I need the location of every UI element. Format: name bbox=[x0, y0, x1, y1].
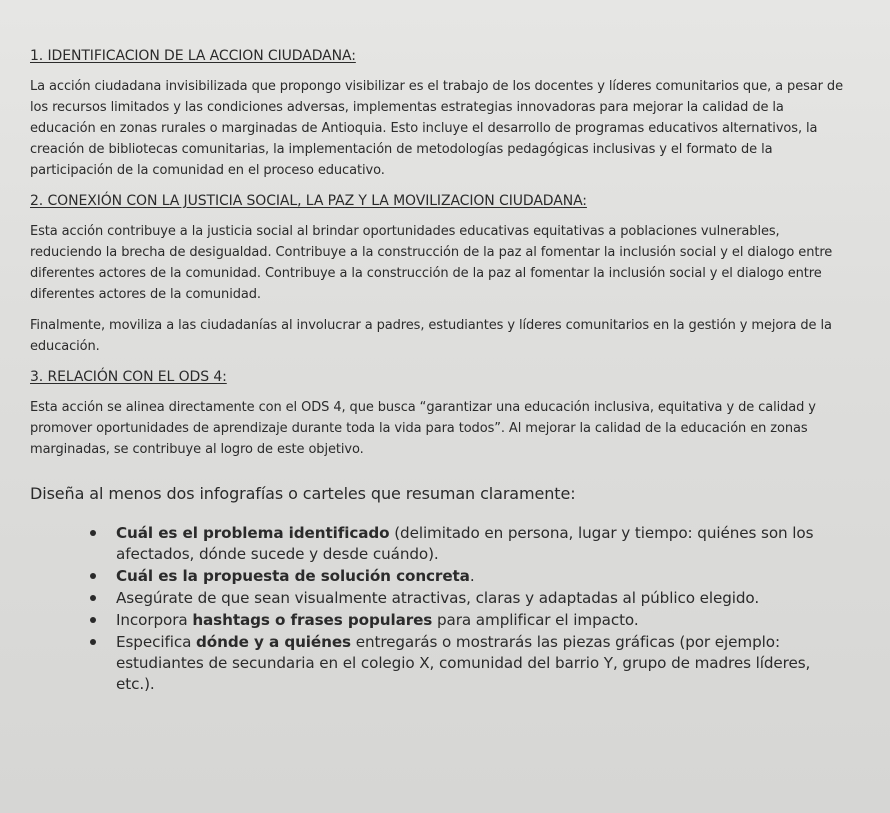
section-conexion bbox=[30, 193, 852, 357]
list-item-text: para amplificar el impacto. bbox=[432, 611, 639, 629]
bullet-icon bbox=[90, 639, 96, 645]
bullet-icon bbox=[90, 595, 96, 601]
section-heading: 1. IDENTIFICACION DE LA ACCION CIUDADANA: bbox=[30, 48, 356, 64]
section-paragraph: Esta acción se alinea directamente con el ODS 4, que busca “garantizar una educación inclusiva, equitativa y de calidad y promover oportunidades de aprendizaje durante toda la vida para todos”. Al mejorar la calidad de la educación en zonas marginadas, se contribuye al logro de este objetivo. bbox=[30, 400, 816, 457]
section-heading: 2. CONEXIÓN CON LA JUSTICIA SOCIAL, LA PAZ Y LA MOVILIZACION CIUDADANA: bbox=[30, 193, 587, 209]
list-item bbox=[116, 566, 852, 587]
list-item bbox=[116, 523, 852, 565]
bullet-icon bbox=[90, 617, 96, 623]
list-item-prefix: Especifica bbox=[116, 633, 197, 651]
assignment-prompt: Diseña al menos dos infografías o carteles que resuman claramente: bbox=[30, 484, 576, 503]
list-item-text: . bbox=[469, 567, 475, 585]
list-item-bold: Cuál es el problema identificado bbox=[116, 524, 390, 542]
list-item bbox=[116, 610, 852, 631]
section-paragraph: Finalmente, moviliza a las ciudadanías al involucrar a padres, estudiantes y líderes comunitarios en la gestión y mejora de la educación. bbox=[30, 318, 832, 354]
list-item-bold: Cuál es la propuesta de solución concreta bbox=[116, 567, 470, 585]
section-paragraph: La acción ciudadana invisibilizada que propongo visibilizar es el trabajo de los docentes y líderes comunitarios que, a pesar de los recursos limitados y las condiciones adversas, implementas estrategias innovadoras para mejorar la calidad de la educación en zonas rurales o marginadas de Antioquia. Esto incluye el desarrollo de programas educativos alternativos, la creación de bibliotecas comunitarias, la implementación de metodologías pedagógicas inclusivas y el formato de la participación de la comunidad en el proceso educativo. bbox=[30, 79, 843, 178]
list-item-text: entregarás o mostrarás las piezas gráficas (por ejemplo: estudiantes de secundaria en el colegio X, comunidad del barrio Y, grupo de madres líderes, etc.). bbox=[116, 633, 811, 693]
list-item-text: (delimitado en persona, lugar y tiempo: quiénes son los afectados, dónde sucede y desde cuándo). bbox=[116, 524, 814, 563]
requirements-list bbox=[30, 523, 852, 695]
list-item-prefix: Incorpora bbox=[116, 611, 193, 629]
list-item-bold: hashtags o frases populares bbox=[192, 611, 433, 629]
section-identificacion bbox=[30, 48, 852, 181]
bullet-icon bbox=[90, 530, 96, 536]
list-item bbox=[116, 588, 852, 609]
section-paragraph: Esta acción contribuye a la justicia social al brindar oportunidades educativas equitativas a poblaciones vulnerables, reduciendo la brecha de desigualdad. Contribuye a la construcción de la paz al fomentar la inclusión social y el dialogo entre diferentes actores de la comunidad. Contribuye a la construcción de la paz al fomentar la inclusión social y el dialogo entre diferentes actores de la comunidad. bbox=[30, 224, 833, 302]
bullet-icon bbox=[90, 573, 96, 579]
list-item bbox=[116, 632, 852, 695]
list-item-bold: dónde y a quiénes bbox=[196, 633, 351, 651]
section-relacion-ods bbox=[30, 369, 852, 460]
list-item-text: Asegúrate de que sean visualmente atractivas, claras y adaptadas al público elegido. bbox=[116, 589, 760, 607]
section-heading: 3. RELACIÓN CON EL ODS 4: bbox=[30, 369, 227, 385]
